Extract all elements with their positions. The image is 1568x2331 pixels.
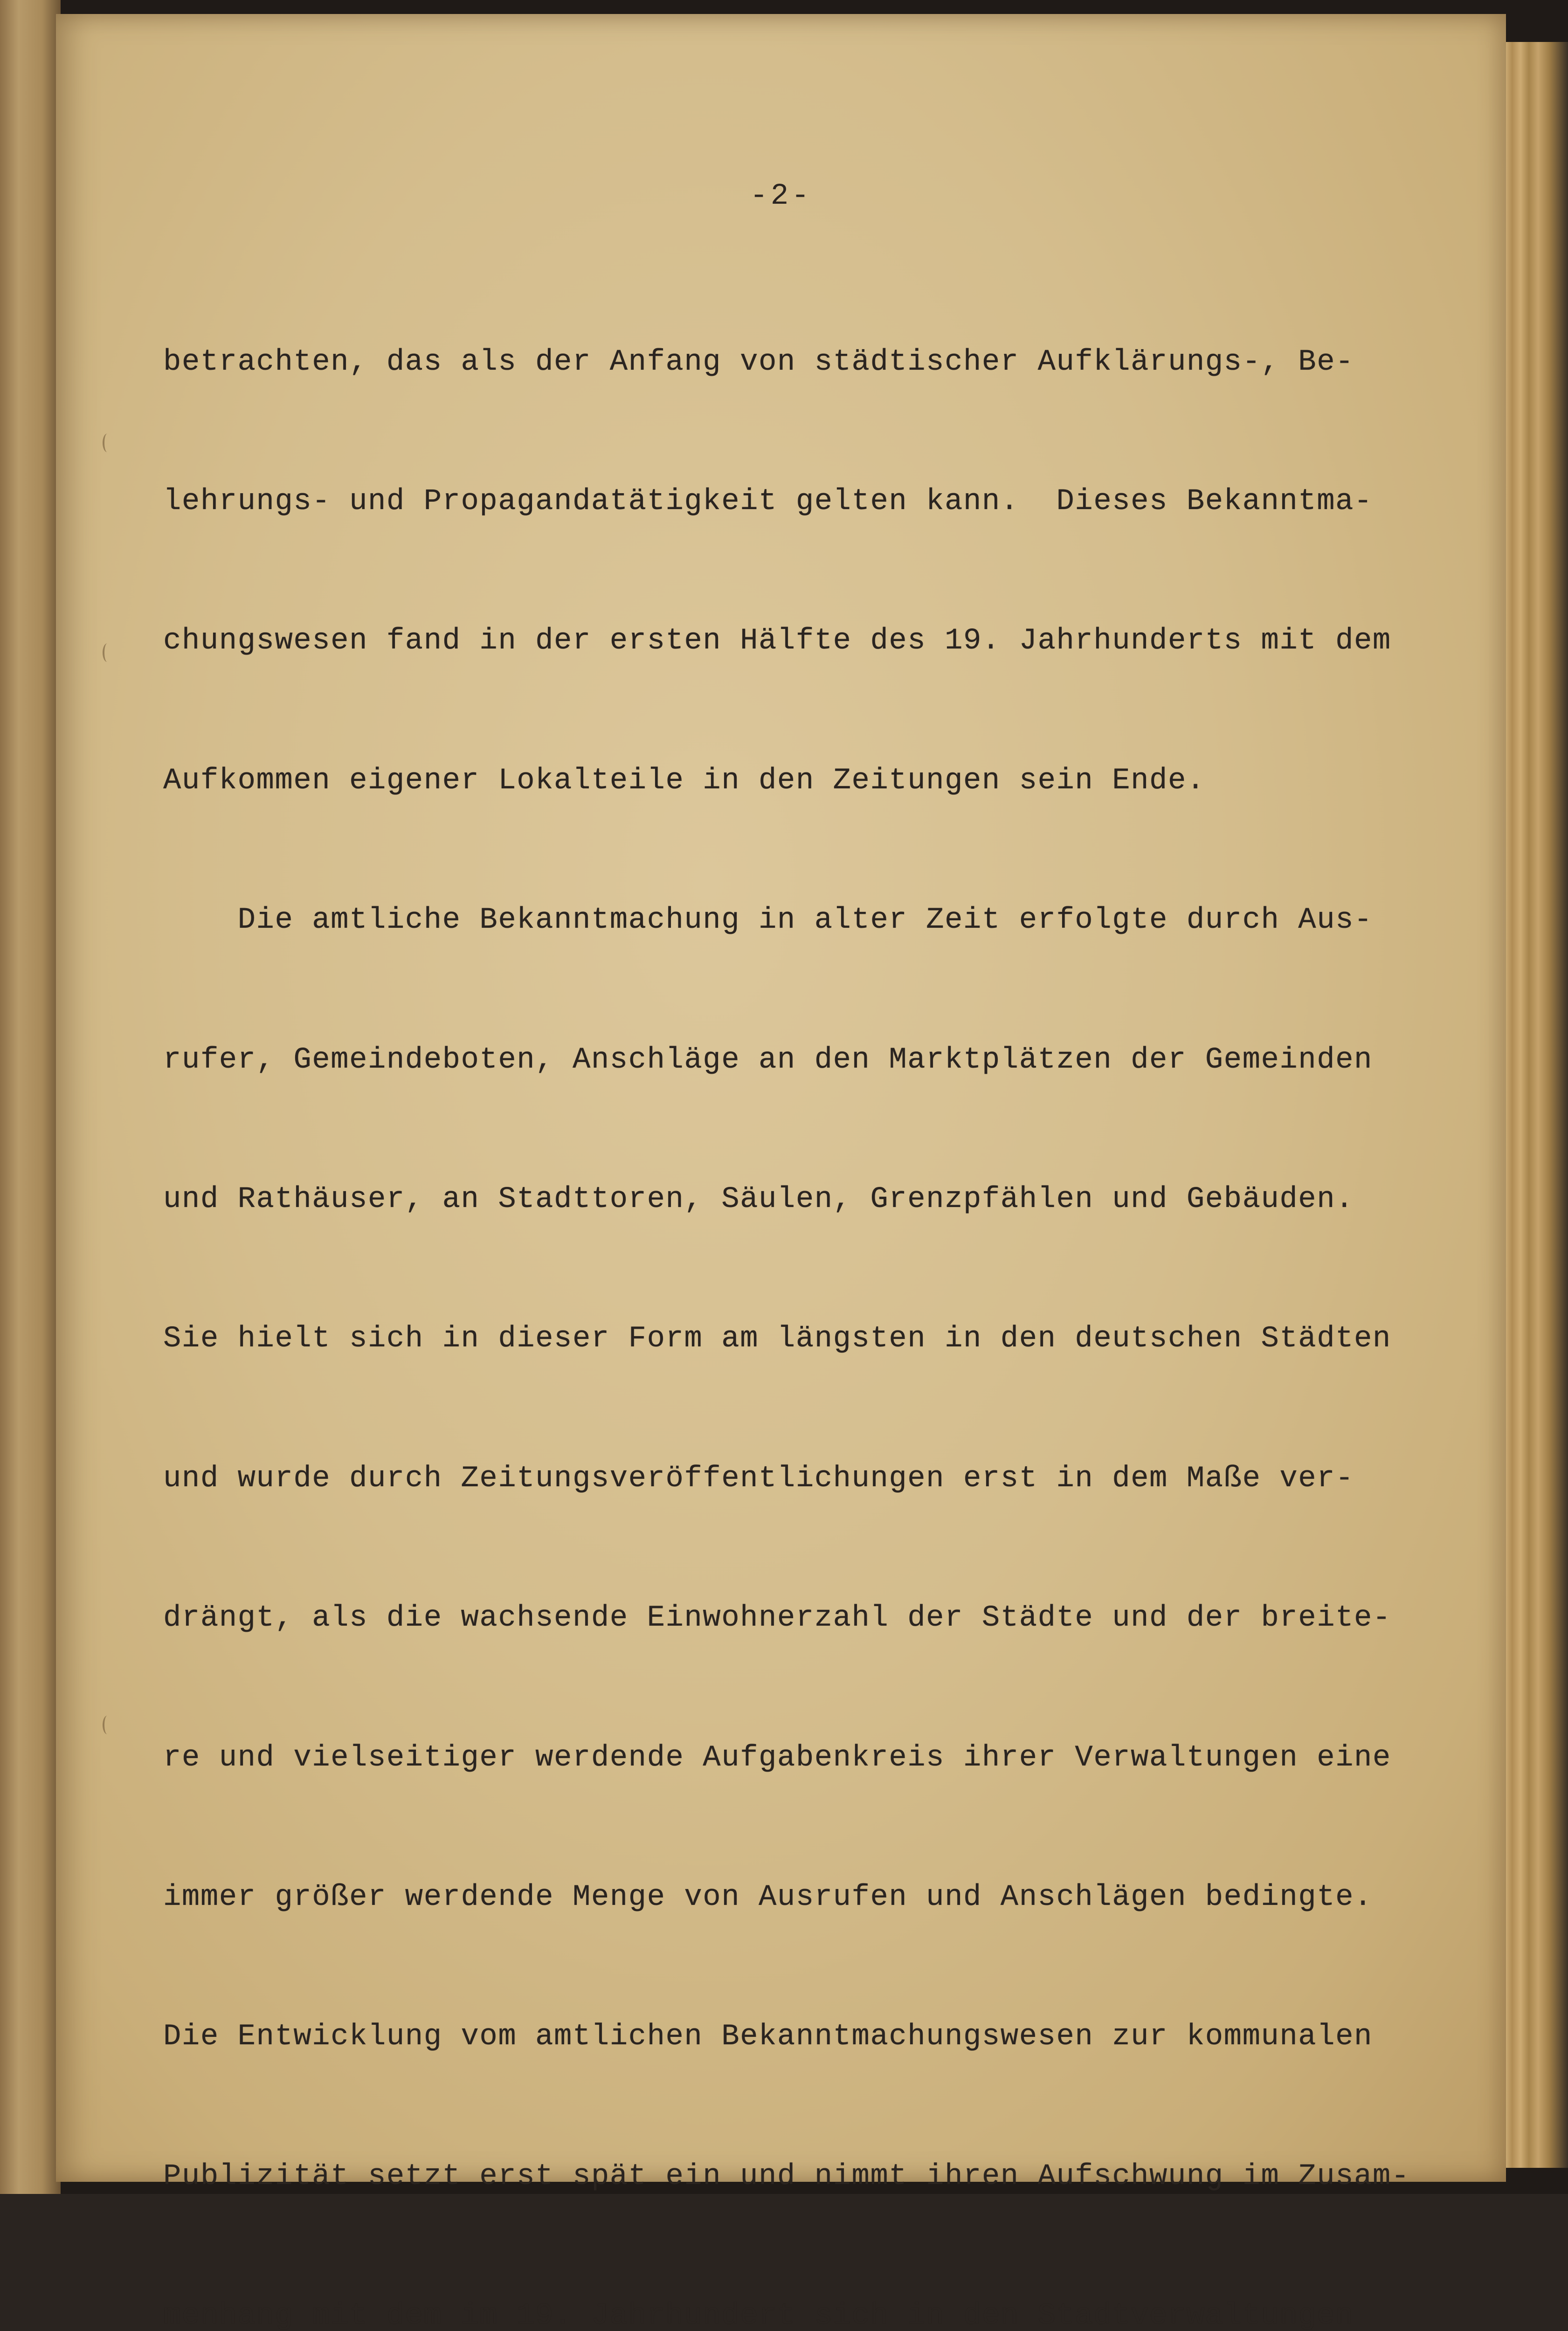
binding-stitch-mark xyxy=(103,434,112,452)
text-line: betrachten, das als der Anfang von städtischer Aufklärungs-, Be- xyxy=(163,345,1354,379)
text-line: Aufkommen eigener Lokalteile in den Zeitungen sein Ende. xyxy=(163,764,1205,798)
binding-stitch-mark xyxy=(103,643,112,662)
text-line: drängt, als die wachsende Einwohnerzahl der Städte und der breite- xyxy=(163,1601,1391,1635)
text-line: chungswesen fand in der ersten Hälfte des 19. Jahrhunderts mit dem xyxy=(163,624,1391,658)
text-line: re und vielseitiger werdende Aufgabenkreis ihrer Verwaltungen eine xyxy=(163,1741,1391,1775)
text-line: Die amtliche Bekanntmachung in alter Zeit erfolgte durch Aus- xyxy=(163,903,1373,938)
binding-stitch-mark xyxy=(103,1716,112,1734)
text-line: lehrungs- und Propagandatätigkeit gelten kann. Dieses Bekanntma- xyxy=(163,484,1373,518)
typewritten-body-text xyxy=(163,246,1515,2331)
document-page xyxy=(56,14,1506,2331)
text-line: rufer, Gemeindeboten, Anschläge an den Marktplätzen der Gemeinden xyxy=(163,1043,1373,1077)
text-line: Sie hielt sich in dieser Form am längsten in den deutschen Städten xyxy=(163,1322,1391,1356)
text-line: und Rathäuser, an Stadttoren, Säulen, Grenzpfählen und Gebäuden. xyxy=(163,1182,1354,1216)
text-line: Publizität setzt erst spät ein und nimmt ihren Aufschwung im Zusam- xyxy=(163,2159,1410,2193)
page-number: -2- xyxy=(750,179,812,213)
facing-page-edge xyxy=(0,0,61,2194)
text-line: Die Entwicklung vom amtlichen Bekanntmachungswesen zur kommunalen xyxy=(163,2020,1373,2054)
text-line: und wurde durch Zeitungsveröffentlichungen erst in dem Maße ver- xyxy=(163,1462,1354,1496)
text-line: immer größer werdende Menge von Ausrufen und Anschlägen bedingte. xyxy=(163,1880,1373,1914)
text-line: menhang mit dem im 19. Jahrhundert sich in den Stadtverwaltungen xyxy=(163,2299,1354,2331)
